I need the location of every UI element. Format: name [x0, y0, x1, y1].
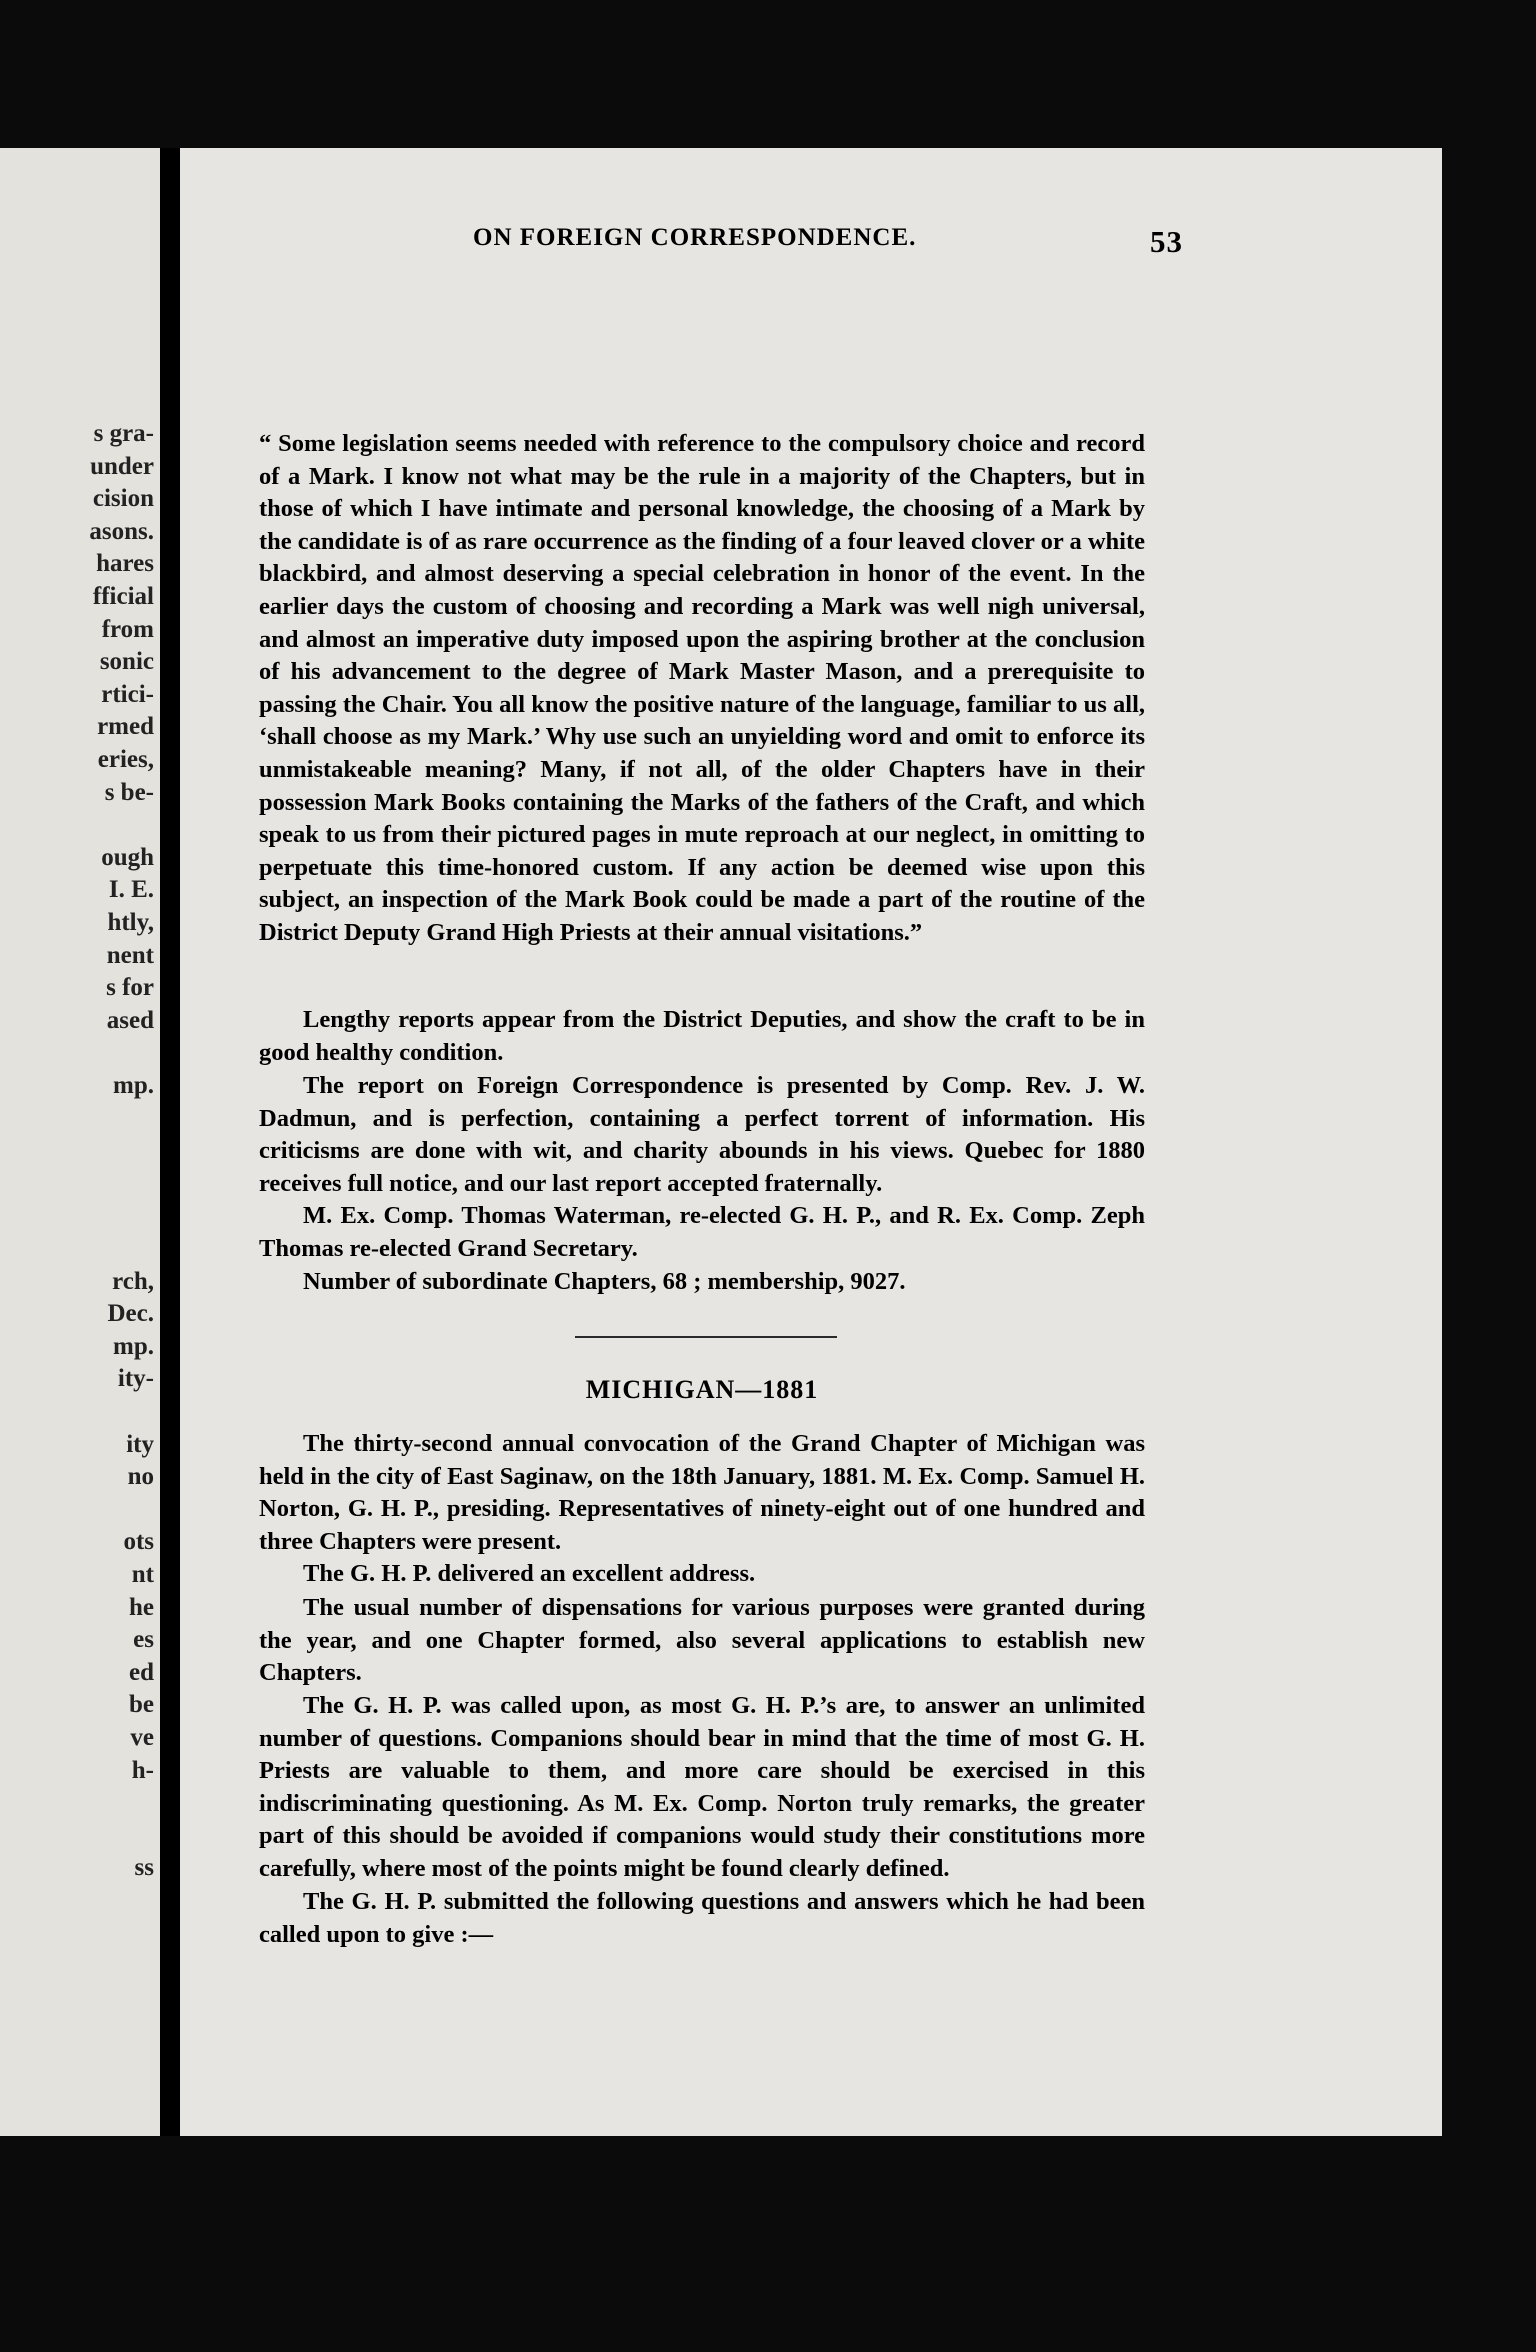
facing-page-fragment: s be- — [104, 778, 154, 806]
facing-page-fragment: ots — [123, 1528, 154, 1556]
facing-page-fragment: nent — [106, 941, 154, 969]
facing-page-fragment: he — [129, 1593, 154, 1621]
paragraph-convocation: The thirty-second annual convocation of the Grand Chapter of Michigan was held in the city of East Saginaw, on the 18th January, 1881. M. Ex. Comp. Samuel H. Norton, G. H. P., presiding. Representatives of ninety-eight out of one hundred and three Chapters were present. — [259, 1430, 1145, 1555]
facing-page-fragment: asons. — [89, 517, 154, 545]
facing-page-fragment: es — [133, 1626, 154, 1654]
paragraph-dispensations: The usual number of dispensations for various purposes were granted during the year, and one Chapter formed, also several applications to establish new Chapters. — [259, 1594, 1145, 1687]
paragraph-membership: Number of subordinate Chapters, 68 ; membership, 9027. — [303, 1268, 906, 1295]
facing-page-fragment: from — [101, 615, 154, 643]
facing-page-fragment: be — [129, 1691, 154, 1719]
facing-page-fragment: h- — [131, 1756, 154, 1784]
facing-page-fragment: fficial — [92, 583, 154, 610]
facing-page-fragment: rtici- — [101, 680, 154, 708]
paragraph-district-deputies: Lengthy reports appear from the District Deputies, and show the craft to be in good healthy condition. — [259, 1006, 1145, 1066]
facing-page-fragment: Dec. — [107, 1300, 154, 1328]
paragraph-officers: M. Ex. Comp. Thomas Waterman, re-elected G. H. P., and R. Ex. Comp. Zeph Thomas re-elected Grand Secretary. — [259, 1202, 1145, 1262]
facing-page-edge — [0, 148, 160, 2136]
page-number: 53 — [1150, 224, 1183, 259]
paragraph-foreign-correspondence: The report on Foreign Correspondence is presented by Comp. Rev. J. W. Dadmun, and is perfection, containing a perfect torrent of information. His criticisms are done with wit, and charity abounds in his views. Quebec for 1880 receives full notice, and our last report accepted fraternally. — [259, 1072, 1145, 1197]
facing-page-fragment: ed — [129, 1658, 154, 1686]
running-title: ON FOREIGN CORRESPONDENCE. — [473, 224, 917, 251]
facing-page-fragment: mp. — [113, 1332, 154, 1360]
facing-page-fragment: no — [127, 1463, 154, 1491]
facing-page-fragment: hares — [96, 550, 154, 578]
facing-page-fragment: sonic — [99, 648, 154, 676]
facing-page-fragment: htly, — [107, 909, 154, 936]
facing-page-fragment: ity — [126, 1430, 154, 1458]
section-divider — [575, 1336, 837, 1338]
facing-page-fragment: I. E. — [108, 876, 154, 904]
facing-page-fragment: eries, — [97, 746, 154, 773]
facing-page-fragment: cision — [92, 485, 154, 513]
facing-page-fragment: nt — [131, 1561, 154, 1588]
facing-page-fragment: ss — [134, 1854, 154, 1882]
facing-page-fragment: rch, — [112, 1267, 154, 1295]
facing-page-fragment: s for — [106, 974, 154, 1002]
paragraph-address: The G. H. P. delivered an excellent address. — [303, 1560, 756, 1587]
facing-page-fragment: under — [90, 452, 154, 480]
facing-page-fragment: ased — [106, 1006, 154, 1034]
facing-page-fragment: rmed — [97, 713, 154, 741]
section-heading: MICHIGAN—1881 — [585, 1375, 819, 1404]
facing-page-fragment: s gra- — [93, 420, 154, 447]
paragraph-questions: The G. H. P. was called upon, as most G. H. P.’s are, to answer an unlimited number of questions. Companions should bear in mind that the time of most G. H. Priests are valuable to them, and more care should be exercised in this indiscriminating questioning. As M. Ex. Comp. Norton truly remarks, the greater part of this should be avoided if companions would study their constitutions more carefully, where most of the points might be found clearly defined. — [259, 1692, 1145, 1882]
paragraph-submitted: The G. H. P. submitted the following questions and answers which he had been called upon to give :— — [259, 1888, 1145, 1948]
quoted-paragraph: “ Some legislation seems needed with reference to the compulsory choice and record of a Mark. I know not what may be the rule in a majority of the Chapters, but in those of which I have intimate and personal knowledge, the choosing of a Mark by the candidate is of as rare occurrence as the finding of a four leaved clover or a white blackbird, and almost deserving a special celebration in honor of the event. In the earlier days the custom of choosing and recording a Mark was well nigh universal, and almost an imperative duty imposed upon the aspiring brother at the conclusion of his advancement to the degree of Mark Master Mason, and a prerequisite to passing the Chair. You all know the positive nature of the language, familiar to us all, ‘shall choose as my Mark.’ Why use such an unyielding word and omit to enforce its unmistakeable meaning? Many, if not all, of the older Chapters have in their possession Mark Books containing the Marks of the fathers of the Craft, and which speak to us from their pictured pages in mute reproach at our neglect, in omitting to perpetuate this time-honored custom. If any action be deemed wise upon this subject, an inspection of the Mark Book could be made a part of the routine of the District Deputy Grand High Priests at their annual visitations.” — [259, 430, 1145, 946]
book-gutter — [160, 148, 180, 2136]
facing-page-fragment: ough — [101, 843, 154, 871]
facing-page-fragment: ity- — [117, 1365, 154, 1393]
facing-page-fragment: ve — [130, 1724, 154, 1751]
facing-page-fragment: mp. — [113, 1072, 154, 1099]
